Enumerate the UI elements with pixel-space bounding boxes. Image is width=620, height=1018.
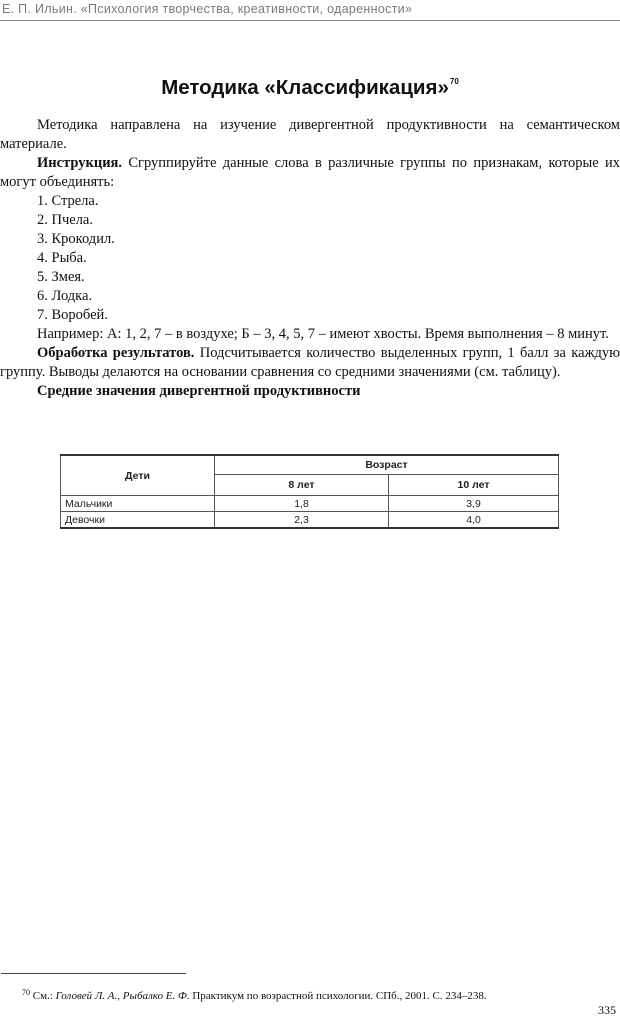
processing-text: Подсчитывается количество выделенных групп, 1 балл за каждую группу. Выводы делаются на основании сравнения со средними значениями (см. таблицу).: [0, 345, 620, 380]
list-item: 6. Лодка.: [37, 288, 93, 304]
section-title-text: Методика «Классификация»: [161, 76, 449, 99]
header-divider: [0, 20, 620, 21]
cell-8: 1,8: [215, 496, 389, 512]
section-title: [0, 76, 620, 100]
intro-paragraph: Методика направлена на изучение дивергентной продуктивности на семантическом материале.: [0, 117, 620, 152]
footnote-number: 70: [22, 988, 30, 997]
footnote: [22, 988, 487, 1002]
page-number: 335: [598, 1003, 616, 1017]
list-item: 5. Змея.: [37, 269, 85, 285]
processing-paragraph: [0, 344, 620, 382]
body-content: [0, 116, 620, 401]
row-label: Девочки: [61, 512, 215, 529]
footnote-text: Практикум по возрастной психологии. СПб., 2001. С. 234–238.: [189, 990, 487, 1002]
table-row: [61, 496, 559, 512]
instruction-text: Сгруппируйте данные слова в различные группы по признакам, которые их могут объединять:: [0, 155, 620, 190]
list-item: 7. Воробей.: [37, 307, 108, 323]
cell-10: 3,9: [389, 496, 559, 512]
table-row: [61, 512, 559, 529]
running-title: Е. П. Ильин. «Психология творчества, креативности, одаренности»: [2, 2, 413, 16]
footnote-divider: [1, 973, 186, 974]
col-age-8-header: 8 лет: [215, 475, 389, 496]
row-label: Мальчики: [61, 496, 215, 512]
instruction-paragraph: [0, 154, 620, 192]
instruction-label: Инструкция.: [37, 155, 123, 171]
example-paragraph: Например: А: 1, 2, 7 – в воздухе; Б – 3, 4, 5, 7 – имеют хвосты. Время выполнения – 8 минут.: [37, 326, 609, 342]
list-item: 3. Крокодил.: [37, 231, 115, 247]
col-age-10-header: 10 лет: [389, 475, 559, 496]
title-footnote-ref[interactable]: 70: [449, 77, 459, 86]
col-children-header: Дети: [61, 455, 215, 496]
running-header: [0, 0, 620, 22]
list-item: 1. Стрела.: [37, 193, 99, 209]
cell-8: 2,3: [215, 512, 389, 529]
list-item: 2. Пчела.: [37, 212, 93, 228]
results-table: [60, 454, 559, 529]
footnote-prefix: См.:: [30, 990, 56, 1002]
processing-label: Обработка результатов.: [37, 345, 195, 361]
list-item: 4. Рыба.: [37, 250, 87, 266]
col-age-header: Возраст: [215, 455, 559, 475]
table-title: Средние значения дивергентной продуктивности: [37, 383, 361, 399]
cell-10: 4,0: [389, 512, 559, 529]
footnote-authors: Головей Л. А., Рыбалко Е. Ф.: [55, 990, 190, 1002]
